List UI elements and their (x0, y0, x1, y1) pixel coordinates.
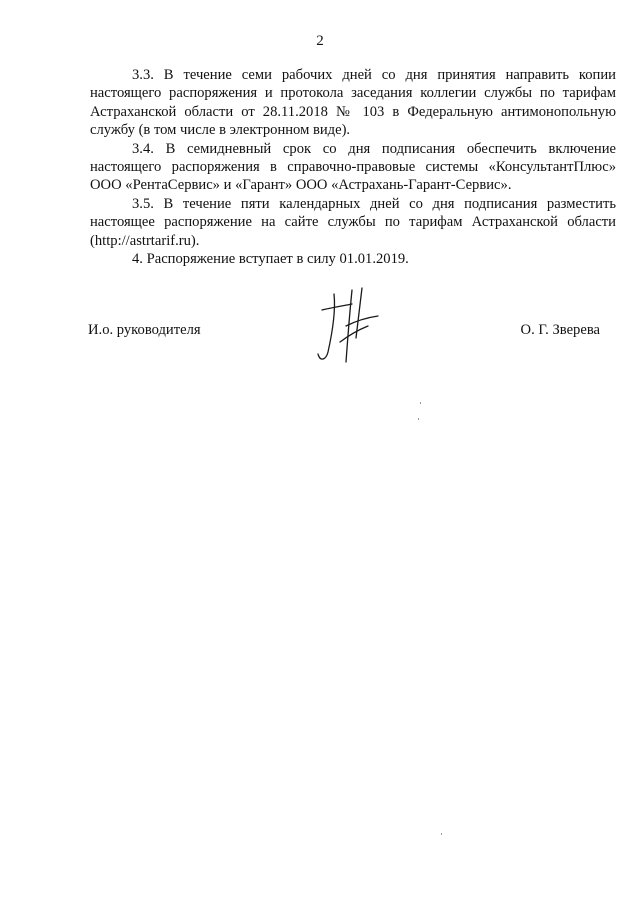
signature-block (88, 282, 600, 372)
handwritten-signature-icon (312, 282, 384, 368)
paragraph-3-3: 3.3. В течение семи рабочих дней со дня принятия направить копии настоящего распоряжения и протокола заседания коллегии службы по тарифам Астраханской области от 28.11.2018 № 103 в Федеральную антимонопольную службу (в том числе в электронном виде). (90, 67, 616, 139)
paragraph-3-5: 3.5. В течение пяти календарных дней со дня подписания разместить настоящее распоряжение на сайте службы по тарифам Астраханской области (http://astrtarif.ru). (90, 195, 616, 249)
document-body (90, 66, 616, 268)
scan-speck (420, 402, 421, 404)
signer-title: И.о. руководителя (88, 322, 201, 338)
scan-speck (418, 418, 419, 420)
signer-name: О. Г. Зверева (520, 322, 600, 338)
page-number: 2 (316, 33, 324, 49)
paragraph-3-4: 3.4. В семидневный срок со дня подписания обеспечить включение настоящего распоряжения в справочно-правовые системы «КонсультантПлюс» ООО «РентаСервис» и «Гарант» ООО «Астрахань-Гарант-Сервис». (90, 140, 616, 194)
scan-speck (441, 833, 442, 835)
paragraph-4: 4. Распоряжение вступает в силу 01.01.2019. (132, 251, 409, 268)
